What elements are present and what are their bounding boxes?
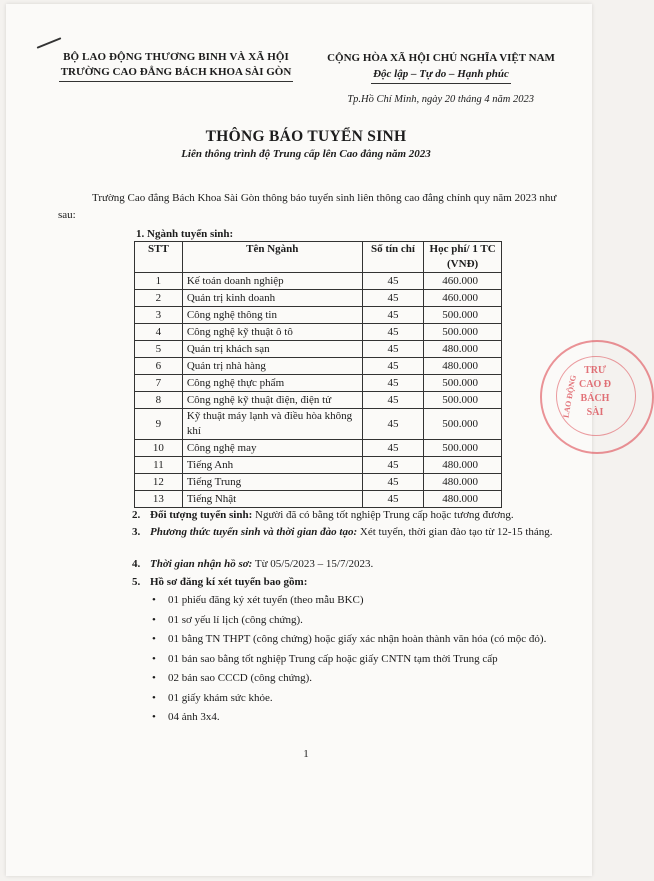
section-2 [132,508,572,524]
cell-fee: 480.000 [424,457,502,474]
section-4 [132,557,572,573]
bullet-icon: • [152,594,156,606]
table-row [135,491,502,508]
cell-fee: 500.000 [424,392,502,409]
cell-credits: 45 [362,290,423,307]
document-item-text: 04 ảnh 3x4. [168,711,220,723]
seal-line-4: SÀI [586,407,604,418]
section-3-text: Xét tuyển, thời gian đào tạo từ 12-15 tháng. [357,526,553,538]
issue-date: Tp.Hồ Chí Minh, ngày 20 tháng 4 năm 2023 [347,94,534,105]
list-item [152,593,572,609]
cell-credits: 45 [362,341,423,358]
table-row [135,375,502,392]
bullet-icon: • [152,652,156,665]
bullet-icon: • [152,633,156,645]
table-row [135,474,502,491]
header-left [46,50,306,82]
list-item [152,613,572,629]
cell-major-name: Tiếng Trung [182,474,362,491]
intro-paragraph: Trường Cao đẳng Bách Khoa Sài Gòn thông báo tuyển sinh liên thông cao đẳng chính quy năm 2023 như sau: [58,192,557,221]
cell-credits: 45 [362,273,423,290]
cell-credits: 45 [362,440,423,457]
document-item-text: 02 bản sao CCCD (công chứng). [168,672,313,684]
seal-line-2: CAO Đ [579,379,611,390]
cell-credits: 45 [362,457,423,474]
table-row [135,324,502,341]
cell-major-name: Quản trị khách sạn [182,341,362,358]
section-1-heading: 1. Ngành tuyển sinh: [136,228,234,240]
page-number: 1 [303,748,309,760]
bullet-icon: • [152,691,156,704]
cell-stt: 9 [135,409,183,440]
seal-text [572,364,618,420]
document-page [6,4,592,876]
bullet-icon: • [152,711,156,723]
cell-major-name: Kế toán doanh nghiệp [182,273,362,290]
cell-major-name: Kỹ thuật máy lạnh và điều hòa không khí [182,409,362,440]
cell-credits: 45 [362,392,423,409]
document-item-text: 01 phiếu đăng ký xét tuyển (theo mẫu BKC) [168,594,364,606]
cell-credits: 45 [362,474,423,491]
majors-table [134,241,502,508]
col-stt: STT [135,242,183,273]
cell-fee: 460.000 [424,290,502,307]
cell-fee: 480.000 [424,474,502,491]
cell-stt: 5 [135,341,183,358]
cell-fee: 480.000 [424,358,502,375]
list-item [152,632,572,648]
cell-stt: 11 [135,457,183,474]
cell-major-name: Công nghệ may [182,440,362,457]
section-2-label: Đối tượng tuyển sinh: [150,509,253,521]
document-subtitle: Liên thông trình độ Trung cấp lên Cao đẳng năm 2023 [181,148,431,160]
pen-mark [37,37,62,49]
bullet-icon: • [152,672,156,684]
list-item [152,691,572,707]
table-row [135,392,502,409]
cell-major-name: Công nghệ thực phẩm [182,375,362,392]
cell-stt: 2 [135,290,183,307]
cell-stt: 3 [135,307,183,324]
table-row [135,440,502,457]
header-right [306,50,576,84]
document-item-text: 01 sơ yếu lí lịch (công chứng). [168,613,303,626]
section-3-number: 3. [132,526,141,538]
table-row [135,290,502,307]
document-item-text: 01 bản sao bằng tốt nghiệp Trung cấp hoặc giấy CNTN tạm thời Trung cấp [168,652,498,665]
list-item [152,671,572,687]
cell-fee: 480.000 [424,341,502,358]
cell-credits: 45 [362,307,423,324]
section-3-label: Phương thức tuyển sinh và thời gian đào tạo: [150,526,358,538]
cell-stt: 8 [135,392,183,409]
section-2-number: 2. [132,509,141,521]
seal-line-3: BÁCH [580,393,610,404]
list-item [152,710,572,726]
ministry-name: BỘ LAO ĐỘNG THƯƠNG BINH VÀ XÃ HỘI [63,51,289,63]
cell-stt: 10 [135,440,183,457]
cell-major-name: Tiếng Anh [182,457,362,474]
cell-fee: 500.000 [424,375,502,392]
section-4-label: Thời gian nhận hồ sơ: [150,558,253,570]
cell-major-name: Công nghệ kỹ thuật điện, điện tử [182,392,362,409]
cell-major-name: Quản trị nhà hàng [182,358,362,375]
table-header-row [135,242,502,273]
table-row [135,358,502,375]
cell-stt: 12 [135,474,183,491]
red-seal-stamp [540,340,654,454]
table-row [135,307,502,324]
cell-stt: 13 [135,491,183,508]
cell-major-name: Tiếng Nhật [182,491,362,508]
school-name: TRƯỜNG CAO ĐẲNG BÁCH KHOA SÀI GÒN [59,65,294,82]
section-5-number: 5. [132,576,141,588]
bullet-icon: • [152,613,156,626]
section-5-label: Hồ sơ đăng kí xét tuyển bao gồm: [150,576,308,588]
cell-stt: 6 [135,358,183,375]
table-row [135,457,502,474]
seal-line-1: TRƯ [584,365,606,376]
col-credits: Số tín chỉ [362,242,423,273]
document-item-text: 01 giấy khám sức khỏe. [168,691,273,704]
table-row [135,273,502,290]
list-item [152,652,572,668]
cell-stt: 7 [135,375,183,392]
documents-list [152,593,572,730]
national-motto: Độc lập – Tự do – Hạnh phúc [371,66,511,84]
cell-major-name: Công nghệ kỹ thuật ô tô [182,324,362,341]
cell-stt: 1 [135,273,183,290]
country-name: CỘNG HÒA XÃ HỘI CHỦ NGHĨA VIỆT NAM [327,52,555,64]
cell-fee: 500.000 [424,409,502,440]
table-row [135,341,502,358]
section-4-number: 4. [132,558,141,570]
section-5 [132,575,572,591]
section-2-text: Người đã có bằng tốt nghiệp Trung cấp hoặc tương đương. [252,509,514,521]
cell-credits: 45 [362,324,423,341]
cell-major-name: Công nghệ thông tin [182,307,362,324]
cell-stt: 4 [135,324,183,341]
cell-fee: 500.000 [424,440,502,457]
cell-fee: 500.000 [424,307,502,324]
document-title: THÔNG BÁO TUYỂN SINH [205,128,407,145]
seal-edge-text: LAO ĐỘNG [561,374,578,419]
cell-credits: 45 [362,491,423,508]
cell-fee: 480.000 [424,491,502,508]
col-fee: Học phí/ 1 TC (VNĐ) [424,242,502,273]
cell-credits: 45 [362,375,423,392]
section-3 [132,525,562,541]
cell-credits: 45 [362,358,423,375]
cell-major-name: Quản trị kinh doanh [182,290,362,307]
table-row [135,409,502,440]
cell-credits: 45 [362,409,423,440]
document-item-text: 01 bằng TN THPT (công chứng) hoặc giấy xác nhận hoàn thành văn hóa (có mộc đỏ). [168,633,547,645]
col-major-name: Tên Ngành [182,242,362,273]
section-4-text: Từ 05/5/2023 – 15/7/2023. [252,558,374,570]
cell-fee: 500.000 [424,324,502,341]
cell-fee: 460.000 [424,273,502,290]
